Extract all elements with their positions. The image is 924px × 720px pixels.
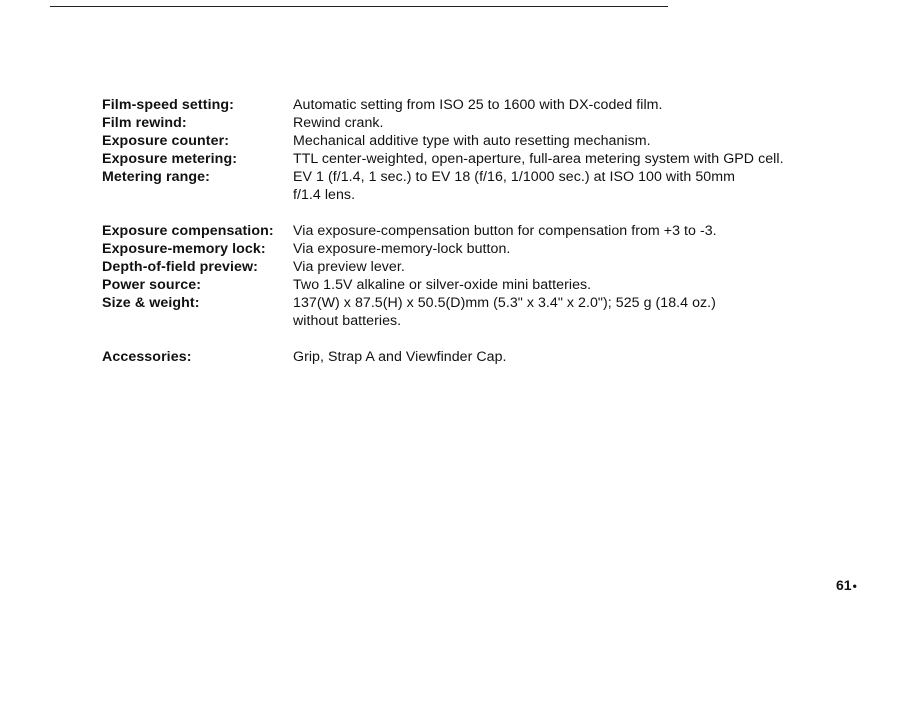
spec-value-line: TTL center-weighted, open-aperture, full-area metering system with GPD cell. — [293, 151, 784, 167]
spec-value — [293, 132, 862, 150]
spec-label: Depth-of-field preview: — [102, 259, 259, 275]
top-rule — [50, 6, 668, 7]
page-number — [836, 577, 857, 593]
spec-value-line: Via exposure-memory-lock button. — [293, 241, 511, 257]
spec-value-line: Via preview lever. — [293, 259, 405, 275]
page-number-text: 61 — [836, 577, 852, 593]
spec-value — [293, 114, 862, 132]
spec-label: Exposure-memory lock: — [102, 241, 266, 257]
spec-label: Film rewind: — [102, 115, 187, 131]
spec-value-line: Mechanical additive type with auto resetting mechanism. — [293, 133, 651, 149]
spec-value-line: Two 1.5V alkaline or silver-oxide mini batteries. — [293, 277, 592, 293]
spec-label: Exposure metering: — [102, 151, 238, 167]
spec-value-line: Via exposure-compensation button for compensation from +3 to -3. — [293, 223, 717, 239]
spec-value — [293, 222, 862, 240]
spec-value — [293, 348, 862, 366]
spec-value-line: EV 1 (f/1.4, 1 sec.) to EV 18 (f/16, 1/1000 sec.) at ISO 100 with 50mm — [293, 169, 735, 185]
spec-value-line: Automatic setting from ISO 25 to 1600 with DX-coded film. — [293, 97, 663, 113]
spec-list — [102, 96, 862, 366]
spec-row-film-speed-setting — [102, 96, 862, 114]
bullet-icon: • — [852, 579, 857, 593]
spec-row-exposure-memory-lock — [102, 240, 862, 258]
spec-value-line: Rewind crank. — [293, 115, 384, 131]
spec-value-line: 137(W) x 87.5(H) x 50.5(D)mm (5.3" x 3.4" x 2.0"); 525 g (18.4 oz.) — [293, 295, 716, 311]
spec-value-line: f/1.4 lens. — [293, 187, 356, 203]
spec-row-power-source — [102, 276, 862, 294]
spec-label: Size & weight: — [102, 295, 200, 311]
spec-row-metering-range — [102, 168, 862, 204]
spec-value — [293, 276, 862, 294]
spec-label: Accessories: — [102, 349, 192, 365]
spec-row-film-rewind — [102, 114, 862, 132]
spec-value-line: Grip, Strap A and Viewfinder Cap. — [293, 349, 507, 365]
spec-value-line: without batteries. — [293, 313, 402, 329]
spec-value — [293, 258, 862, 276]
spec-value — [293, 240, 862, 258]
spec-label: Metering range: — [102, 169, 210, 185]
spec-row-size-weight — [102, 294, 862, 330]
spec-value — [293, 294, 862, 330]
spec-value — [293, 96, 862, 114]
spec-value — [293, 168, 862, 204]
spec-row-exposure-compensation — [102, 222, 862, 240]
spec-row-accessories — [102, 348, 862, 366]
spec-label: Exposure counter: — [102, 133, 230, 149]
spec-label: Power source: — [102, 277, 202, 293]
spec-label: Exposure compensation: — [102, 223, 274, 239]
spec-row-exposure-metering — [102, 150, 862, 168]
spec-value — [293, 150, 862, 168]
spec-row-depth-of-field-preview — [102, 258, 862, 276]
spec-row-exposure-counter — [102, 132, 862, 150]
spec-label: Film-speed setting: — [102, 97, 234, 113]
